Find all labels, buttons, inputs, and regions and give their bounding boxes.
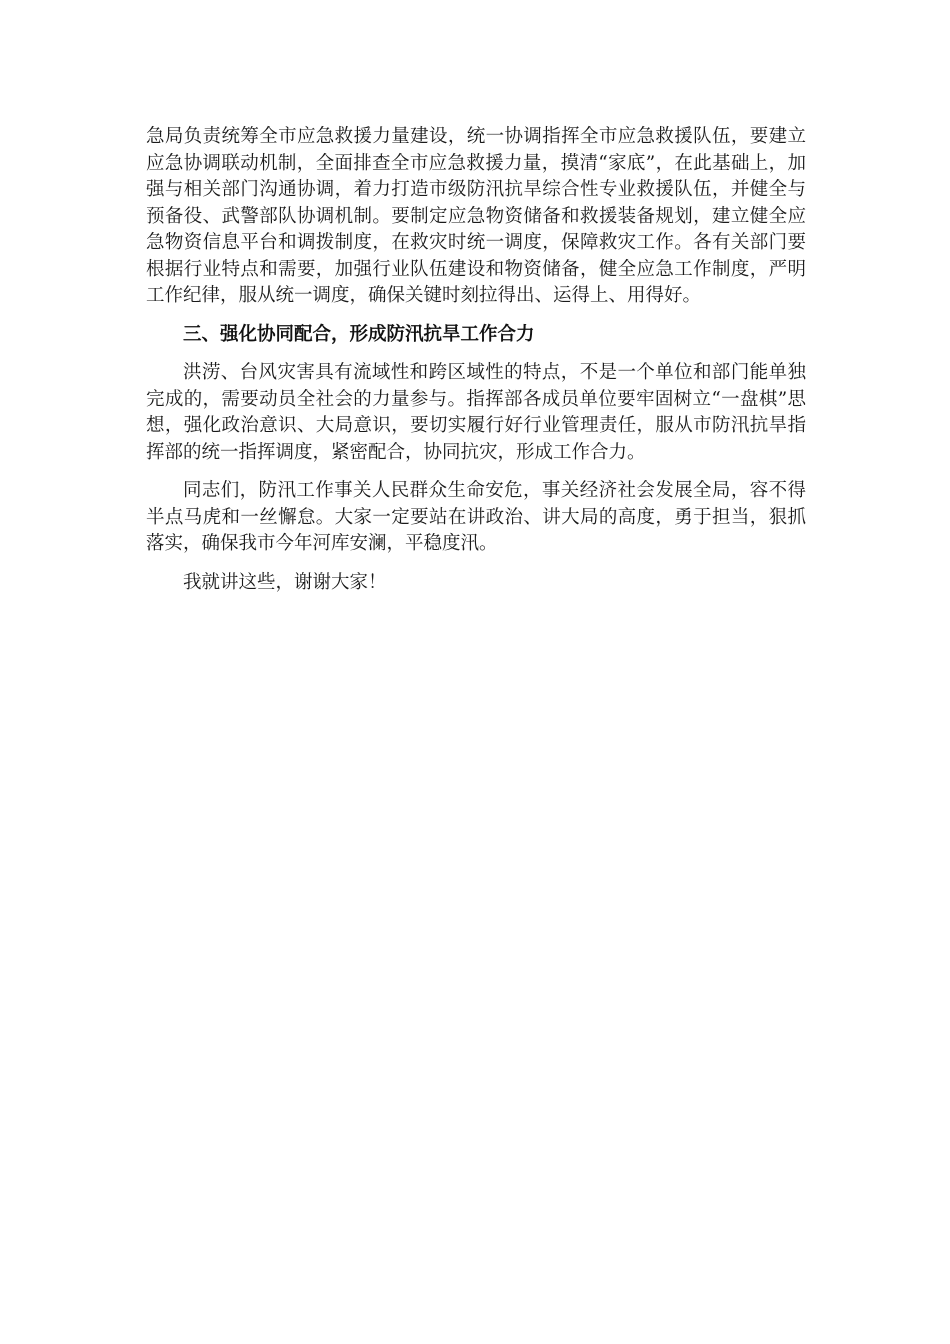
document-body [146,124,806,608]
section-heading-3: 三、强化协同配合，形成防汛抗旱工作合力 [183,323,535,345]
closing-paragraph: 我就讲这些，谢谢大家！ [183,571,387,593]
body-paragraph: 同志们，防汛工作事关人民群众生命安危，事关经济社会发展全局，容不得半点马虎和一丝懈怠。大家一定要站在讲政治、讲大局的高度，勇于担当，狠抓落实，确保我市今年河库安澜，平稳度汛。 [146,480,806,554]
body-paragraph-continued: 急局负责统筹全市应急救援力量建设，统一协调指挥全市应急救援队伍，要建立应急协调联动机制，全面排查全市应急救援力量，摸清“家底”，在此基础上，加强与相关部门沟通协调，着力打造市级防汛抗旱综合性专业救援队伍，并健全与预备役、武警部队协调机制。要制定应急物资储备和救援装备规划，建立健全应急物资信息平台和调拨制度，在救灾时统一调度，保障救灾工作。各有关部门要根据行业特点和需要，加强行业队伍建设和物资储备，健全应急工作制度，严明工作纪律，服从统一调度，确保关键时刻拉得出、运得上、用得好。 [146,126,806,306]
body-paragraph: 洪涝、台风灾害具有流域性和跨区域性的特点，不是一个单位和部门能单独完成的，需要动员全社会的力量参与。指挥部各成员单位要牢固树立“一盘棋”思想，强化政治意识、大局意识，要切实履行好行业管理责任，服从市防汛抗旱指挥部的统一指挥调度，紧密配合，协同抗灾，形成工作合力。 [146,362,806,463]
